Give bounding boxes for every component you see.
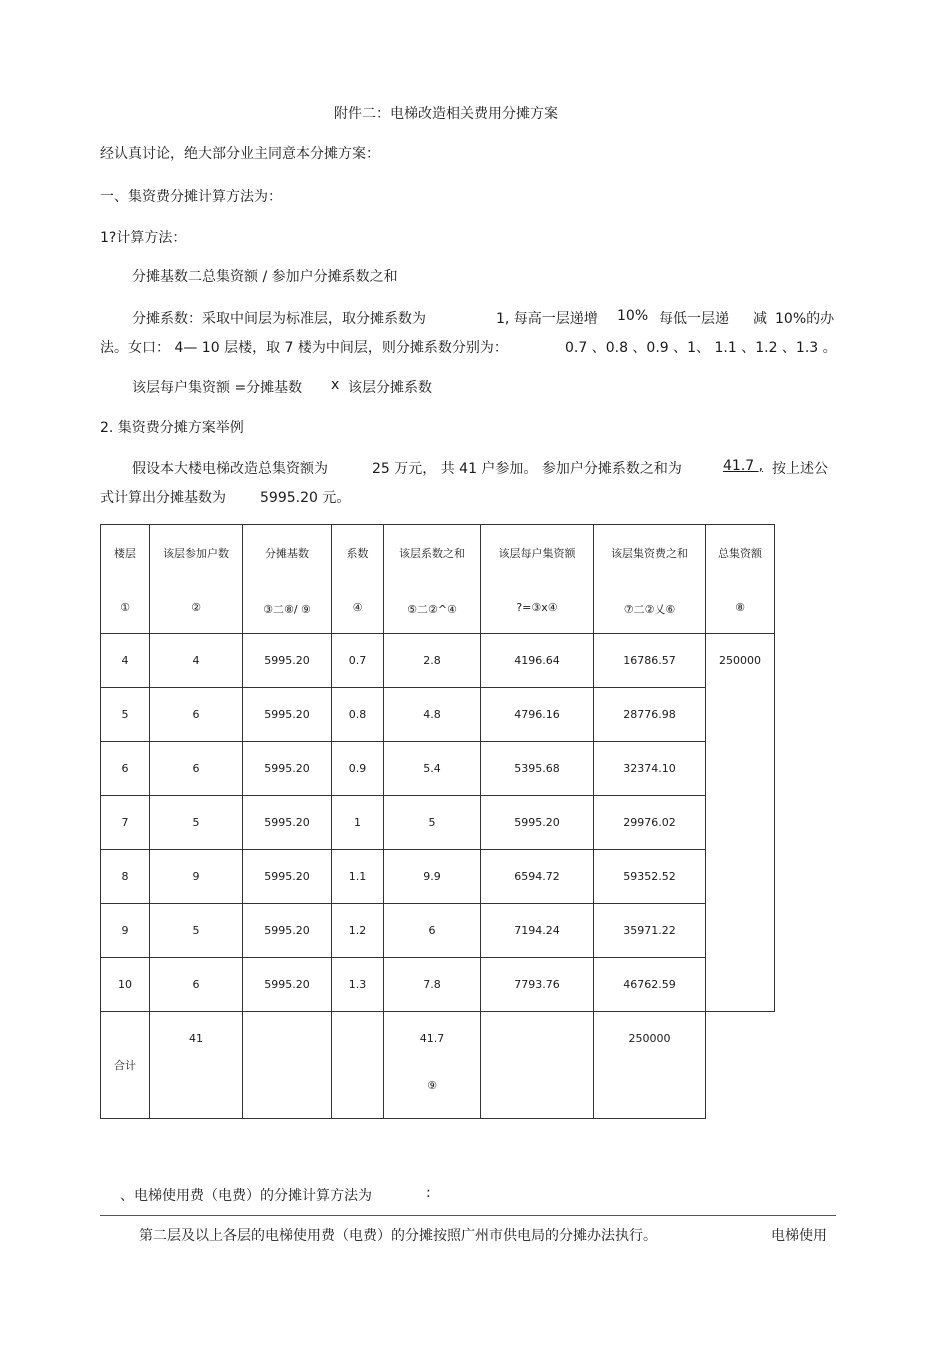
table-cell <box>101 742 150 796</box>
table-cell <box>332 958 384 1012</box>
table-cell <box>594 1012 706 1119</box>
cell-fee-sum: 29976.02 <box>623 816 676 829</box>
total-coef-symbol: ⑨ <box>427 1079 437 1092</box>
section-heading-1: 一、集资费分摊计算方法为： <box>100 189 282 205</box>
table-cell <box>150 688 243 742</box>
table-cell <box>243 634 332 688</box>
cell-coef-sum: 9.9 <box>423 870 441 883</box>
total-fee-sum: 250000 <box>628 1032 671 1045</box>
formula-household-c: 该层分摊系数 <box>348 380 432 396</box>
cell-floor: 9 <box>121 924 129 937</box>
doc-title: 附件二：电梯改造相关费用分摊方案 <box>334 106 558 122</box>
table-cell <box>150 1012 243 1119</box>
cell-households: 6 <box>192 762 200 775</box>
cell-households: 9 <box>192 870 200 883</box>
header-symbol: ⑦二②乂⑥ <box>623 603 676 616</box>
table-cell <box>384 1012 481 1119</box>
table-cell <box>243 850 332 904</box>
table-cell <box>481 634 594 688</box>
coef-text-f: 10%的办 <box>775 311 835 327</box>
cell-coef-sum: 5 <box>428 816 436 829</box>
table-cell <box>101 958 150 1012</box>
table-cell <box>481 850 594 904</box>
total-coef-sum: 41.7 <box>419 1032 445 1045</box>
header-cell <box>706 525 775 634</box>
header-symbol: ⑤二②^④ <box>407 603 457 616</box>
cell-coef: 0.9 <box>348 762 367 775</box>
coef-text-e: 减 <box>753 311 767 327</box>
table-cell <box>332 1012 384 1119</box>
table-cell <box>384 904 481 958</box>
section-heading-2: 、电梯使用费（电费）的分摊计算方法为 <box>120 1188 372 1204</box>
table-cell <box>150 904 243 958</box>
cell-households: 5 <box>192 816 200 829</box>
header-symbol: ③二⑧/ ⑨ <box>263 603 311 616</box>
subheading-calc-method: 1?计算方法： <box>100 230 187 246</box>
cell-floor: 8 <box>121 870 129 883</box>
allocation-table <box>100 524 775 1119</box>
table-cell <box>243 958 332 1012</box>
table-cell <box>101 634 150 688</box>
header-symbol: ⑧ <box>735 601 745 614</box>
table-row <box>101 904 775 958</box>
cell-per-household: 4796.16 <box>514 708 560 721</box>
table-cell <box>332 850 384 904</box>
cell-fee-sum: 59352.52 <box>623 870 676 883</box>
example-line2-a: 式计算出分摊基数为 <box>100 490 226 506</box>
cell-fee-sum: 28776.98 <box>623 708 676 721</box>
table-cell <box>481 904 594 958</box>
table-cell <box>384 634 481 688</box>
table-cell <box>243 796 332 850</box>
table-cell <box>332 904 384 958</box>
table-cell <box>332 796 384 850</box>
cell-per-household: 5395.68 <box>514 762 560 775</box>
cell-households: 5 <box>192 924 200 937</box>
cell-base: 5995.20 <box>264 654 310 667</box>
table-row <box>101 796 775 850</box>
header-cell <box>243 525 332 634</box>
table-row <box>101 634 775 688</box>
last-paragraph-a: 第二层及以上各层的电梯使用费（电费）的分摊按照广州市供电局的分摊办法执行。 <box>139 1228 657 1244</box>
cell-coef: 0.7 <box>348 654 367 667</box>
cell-total-amount: 250000 <box>719 654 761 667</box>
coef-text-c: 10% <box>617 308 649 324</box>
table-cell <box>384 850 481 904</box>
total-label: 合计 <box>114 1059 136 1072</box>
table-cell <box>481 742 594 796</box>
table-row <box>101 850 775 904</box>
table-cell <box>243 904 332 958</box>
last-paragraph-b: 电梯使用 <box>771 1228 827 1244</box>
cell-base: 5995.20 <box>264 870 310 883</box>
cell-coef: 1 <box>354 816 361 829</box>
cell-base: 5995.20 <box>264 762 310 775</box>
subheading-example: 2. 集资费分摊方案举例 <box>100 420 244 436</box>
header-cell <box>481 525 594 634</box>
table-cell <box>150 958 243 1012</box>
header-cell <box>150 525 243 634</box>
table-cell <box>384 688 481 742</box>
table-cell <box>481 1012 594 1119</box>
header-label: 该层参加户数 <box>163 547 229 560</box>
cell-per-household: 5995.20 <box>514 816 560 829</box>
cell-households: 4 <box>192 654 200 667</box>
table-cell <box>481 688 594 742</box>
example-text-a: 假设本大楼电梯改造总集资额为 <box>132 461 328 477</box>
table-cell <box>101 688 150 742</box>
table-cell <box>150 796 243 850</box>
coef-text-a: 分摊系数：采取中间层为标准层，取分摊系数为 <box>132 311 426 327</box>
header-label: 楼层 <box>114 547 136 560</box>
total-label-cell <box>101 1012 150 1119</box>
cell-fee-sum: 46762.59 <box>623 978 676 991</box>
table-header-row <box>101 525 775 634</box>
cell-coef-sum: 4.8 <box>423 708 441 721</box>
formula-household-a: 该层每户集资额 =分摊基数 <box>132 380 303 396</box>
header-symbol: ④ <box>352 601 363 614</box>
cell-floor: 5 <box>121 708 129 721</box>
table-cell <box>332 634 384 688</box>
table-cell <box>150 850 243 904</box>
cell-coef: 1.2 <box>348 924 367 937</box>
header-label: 分摊基数 <box>265 547 309 560</box>
intro-paragraph: 经认真讨论，绝大部分业主同意本分摊方案： <box>100 146 380 162</box>
header-label: 总集资额 <box>718 547 762 560</box>
header-label: 该层系数之和 <box>399 547 465 560</box>
header-symbol: ② <box>191 601 201 614</box>
table-total-row <box>101 1012 775 1119</box>
cell-households: 6 <box>192 978 200 991</box>
table-row <box>101 958 775 1012</box>
table-cell <box>101 796 150 850</box>
divider-line <box>100 1215 836 1216</box>
table-cell <box>594 904 706 958</box>
example-text-d: 按上述公 <box>772 461 828 477</box>
cell-per-household: 7793.76 <box>514 978 560 991</box>
section-heading-2-colon: : <box>426 1185 431 1201</box>
table-cell <box>243 742 332 796</box>
coef-line2-b: 0.7 、0.8 、0.9 、1、 1.1 、1.2 、1.3 。 <box>565 340 837 356</box>
table-cell <box>150 634 243 688</box>
cell-per-household: 6594.72 <box>514 870 560 883</box>
formula-household-b: x <box>331 377 340 393</box>
example-line2-b: 5995.20 元。 <box>260 490 351 506</box>
header-cell <box>384 525 481 634</box>
cell-base: 5995.20 <box>264 708 310 721</box>
cell-coef-sum: 2.8 <box>423 654 441 667</box>
cell-households: 6 <box>192 708 200 721</box>
cell-floor: 4 <box>121 654 129 667</box>
cell-fee-sum: 16786.57 <box>623 654 676 667</box>
table-cell-total-amount <box>706 634 775 1012</box>
table-cell <box>594 688 706 742</box>
cell-per-household: 4196.64 <box>514 654 560 667</box>
cell-floor: 10 <box>118 978 132 991</box>
header-label: 该层每户集资额 <box>498 547 576 560</box>
table-cell <box>594 958 706 1012</box>
table-row <box>101 688 775 742</box>
cell-coef-sum: 6 <box>428 924 436 937</box>
cell-fee-sum: 35971.22 <box>623 924 676 937</box>
table-cell <box>332 688 384 742</box>
header-symbol: ?=③x④ <box>516 601 558 614</box>
table-cell <box>243 688 332 742</box>
table-cell <box>594 796 706 850</box>
header-label: 该层集资费之和 <box>611 547 688 560</box>
cell-per-household: 7194.24 <box>514 924 560 937</box>
coef-text-d: 每低一层递 <box>659 311 729 327</box>
cell-base: 5995.20 <box>264 978 310 991</box>
cell-base: 5995.20 <box>264 924 310 937</box>
example-text-c: 41.7 , <box>723 458 764 474</box>
header-cell <box>332 525 384 634</box>
example-text-b: 25 万元， 共 41 户参加。 参加户分摊系数之和为 <box>372 461 682 477</box>
formula-base: 分摊基数二总集资额 / 参加户分摊系数之和 <box>132 269 398 285</box>
header-cell <box>594 525 706 634</box>
table-cell <box>150 742 243 796</box>
table-cell <box>101 904 150 958</box>
header-symbol: ① <box>120 601 130 614</box>
table-cell <box>243 1012 332 1119</box>
cell-floor: 6 <box>121 762 129 775</box>
table-cell <box>481 796 594 850</box>
table-cell <box>594 634 706 688</box>
cell-coef-sum: 5.4 <box>423 762 441 775</box>
table-cell <box>332 742 384 796</box>
cell-base: 5995.20 <box>264 816 310 829</box>
table-row <box>101 742 775 796</box>
table-cell <box>384 796 481 850</box>
cell-fee-sum: 32374.10 <box>623 762 676 775</box>
cell-coef: 0.8 <box>348 708 367 721</box>
total-households: 41 <box>189 1032 203 1045</box>
table-cell <box>594 742 706 796</box>
table-cell <box>384 958 481 1012</box>
table-cell <box>481 958 594 1012</box>
cell-coef: 1.1 <box>348 870 367 883</box>
cell-floor: 7 <box>121 816 129 829</box>
coef-text-b: 1, 每高一层递增 <box>496 311 598 327</box>
header-label: 系数 <box>346 547 369 560</box>
header-cell <box>101 525 150 634</box>
cell-coef-sum: 7.8 <box>423 978 441 991</box>
table-cell <box>384 742 481 796</box>
cell-coef: 1.3 <box>348 978 367 991</box>
table-cell <box>594 850 706 904</box>
coef-line2-a: 法。女口： 4— 10 层楼，取 7 楼为中间层，则分摊系数分别为： <box>100 340 508 356</box>
table-cell <box>101 850 150 904</box>
